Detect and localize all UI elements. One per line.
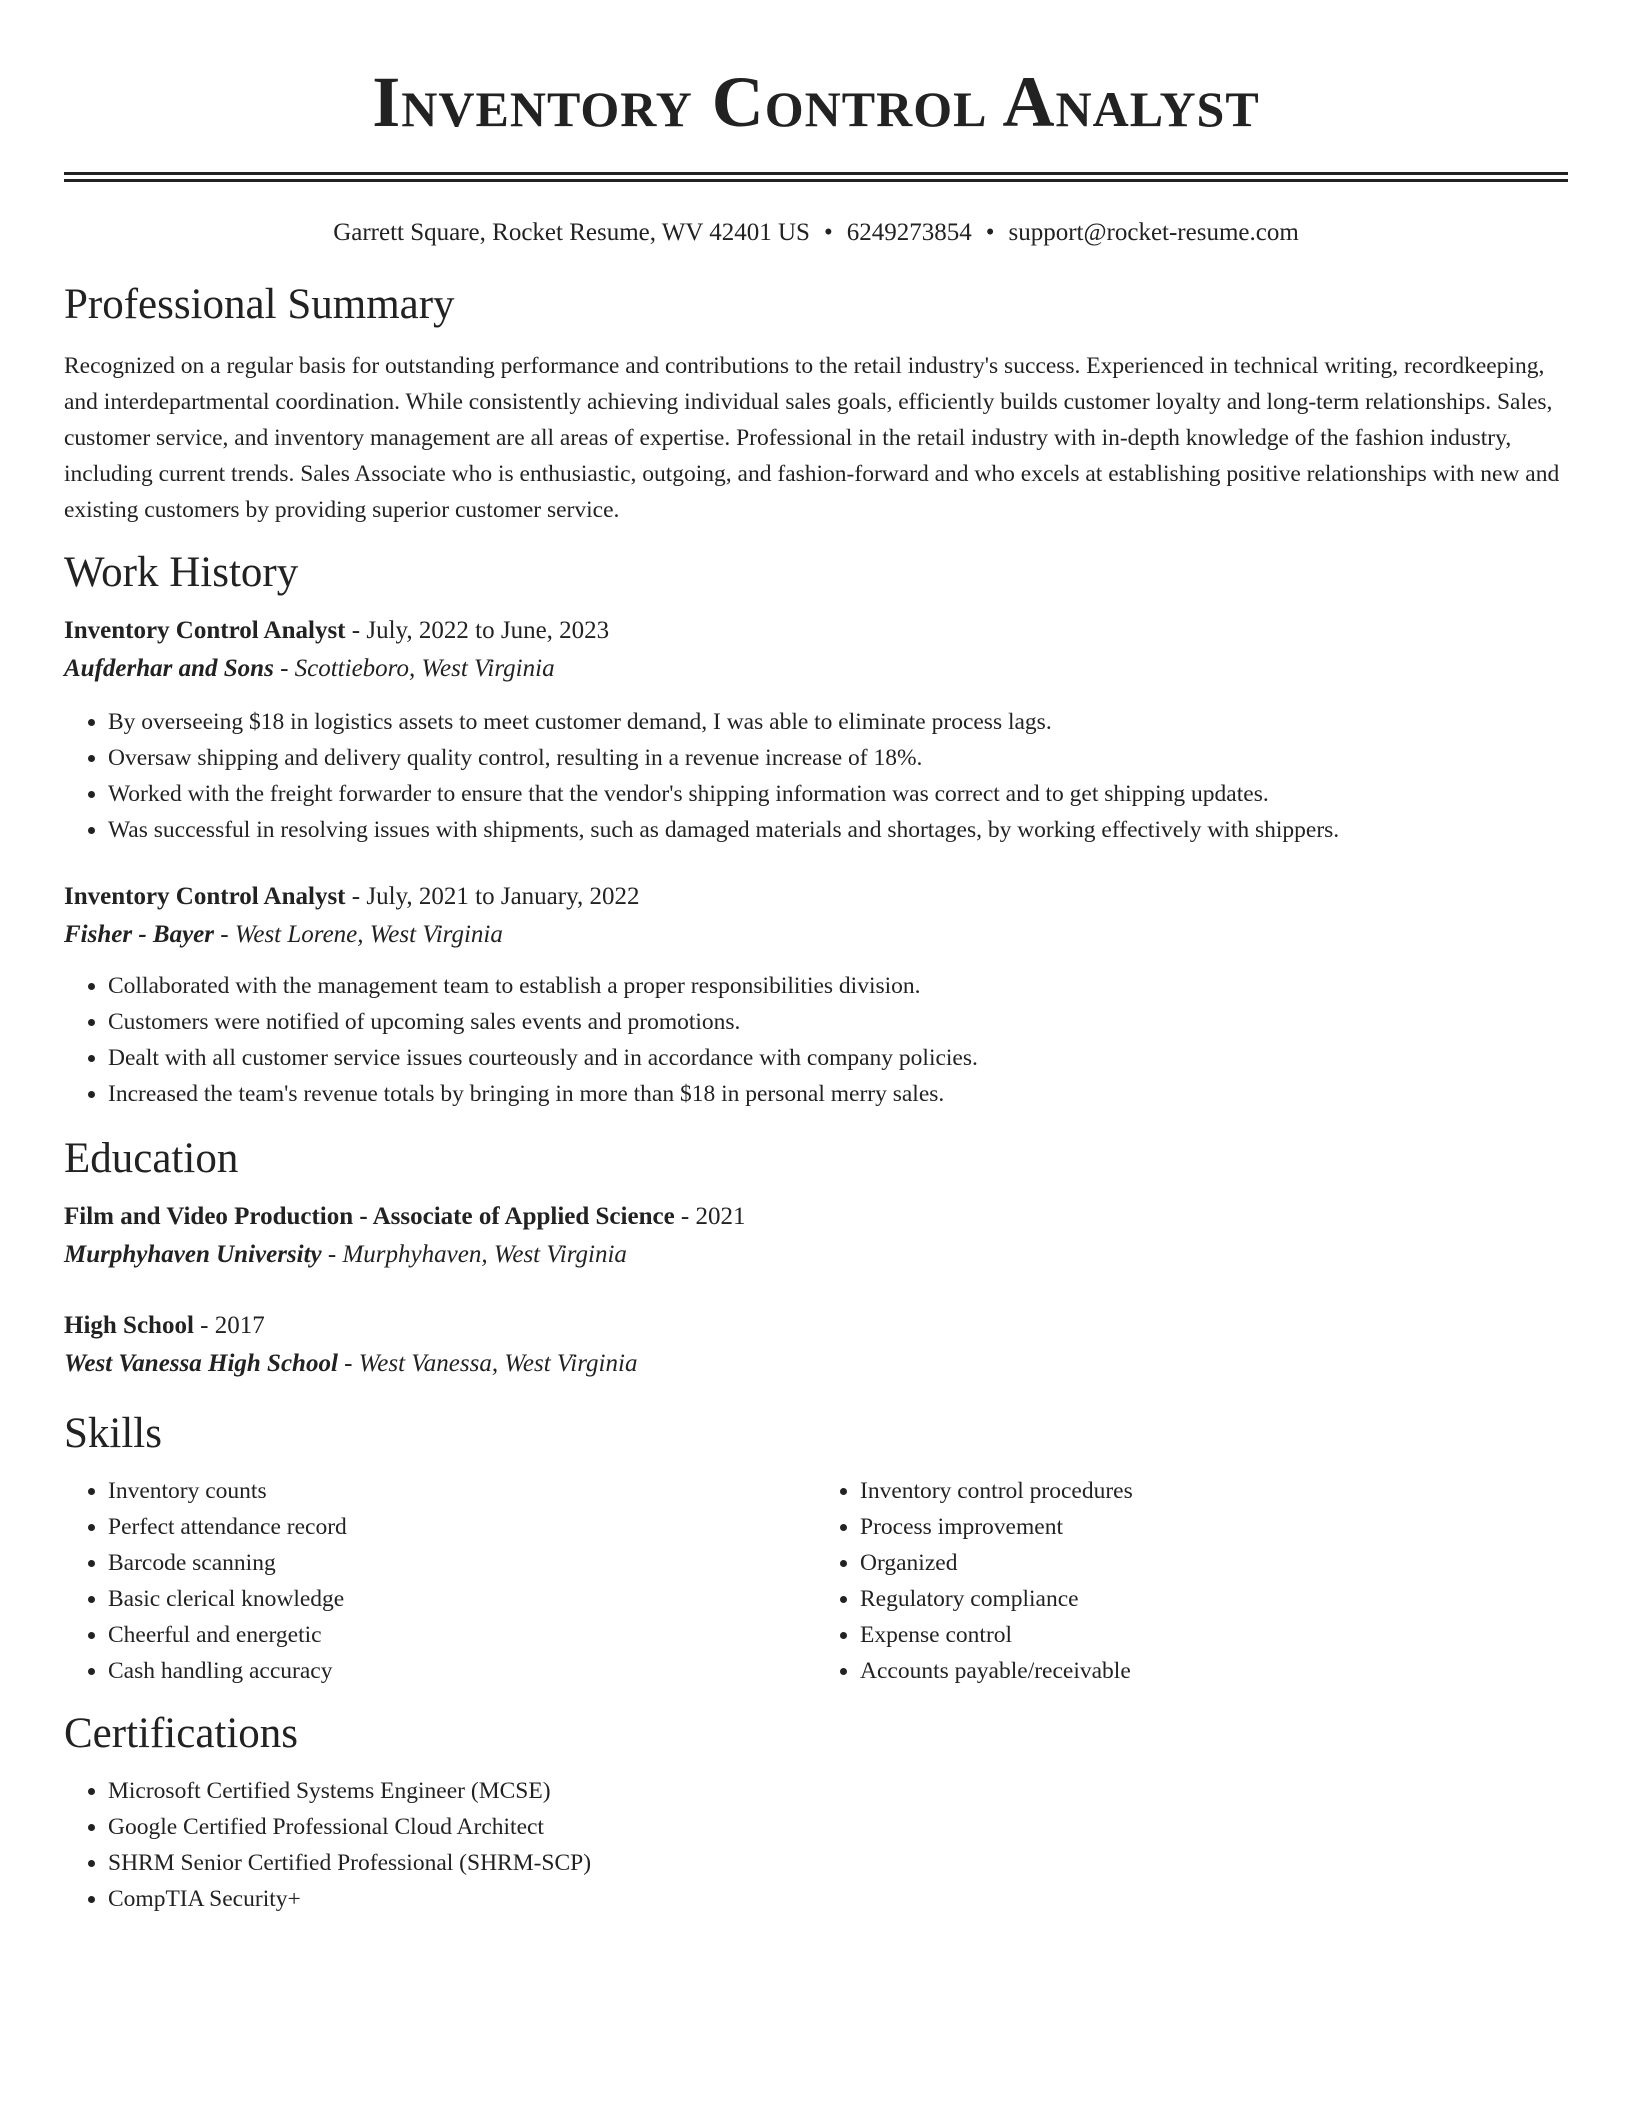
certifications-heading: Certifications [64, 1710, 299, 1757]
education-school-line [64, 1236, 1568, 1274]
resume-name: Inventory Control Analyst [372, 62, 1260, 142]
list-item: • SHRM Senior Certified Professional (SHRM-SCP) [108, 1845, 1568, 1881]
education-degree: High School [64, 1312, 194, 1339]
education-entry [64, 1307, 1568, 1383]
list-item: • Oversaw shipping and delivery quality control, resulting in a revenue increase of 18%. [108, 740, 1568, 776]
list-item: • Barcode scanning [108, 1545, 816, 1581]
job-employer-line [64, 650, 1568, 688]
education-degree: Film and Video Production - Associate of Applied Science [64, 1203, 675, 1230]
education-degree-line [64, 1307, 1568, 1345]
job-employer: Aufderhar and Sons [64, 655, 274, 682]
education-school: Murphyhaven University [64, 1241, 322, 1268]
education-year: - 2021 [674, 1203, 746, 1230]
education-heading: Education [64, 1135, 239, 1182]
contact-line [64, 218, 1568, 248]
list-item: • CompTIA Security+ [108, 1881, 1568, 1917]
list-item: • Was successful in resolving issues with shipments, such as damaged materials and shortages, by working effectively with shippers. [108, 812, 1568, 848]
job-location: - Scottieboro, West Virginia [273, 655, 555, 682]
list-item: • Increased the team's revenue totals by bringing in more than $18 in personal merry sales. [108, 1076, 1568, 1112]
skills-heading: Skills [64, 1410, 162, 1457]
job-dates: - July, 2022 to June, 2023 [345, 617, 610, 644]
list-item: • By overseeing $18 in logistics assets to meet customer demand, I was able to eliminate process lags. [108, 704, 1568, 740]
skills-columns [64, 1473, 1568, 1689]
skills-list-right [816, 1473, 1568, 1689]
job-title-line [64, 612, 1568, 650]
contact-email: support@rocket-resume.com [1008, 219, 1299, 246]
header-double-rule [64, 172, 1568, 182]
job-bullets [64, 968, 1568, 1112]
list-item: • Regulatory compliance [860, 1581, 1568, 1617]
list-item: • Microsoft Certified Systems Engineer (MCSE) [108, 1773, 1568, 1809]
contact-phone: 6249273854 [846, 219, 972, 246]
job-dates: - July, 2021 to January, 2022 [345, 883, 640, 910]
list-item: • Inventory counts [108, 1473, 816, 1509]
contact-separator: • [823, 219, 833, 246]
job-entry [64, 878, 1568, 1112]
list-item: • Cash handling accuracy [108, 1653, 816, 1689]
work-history-heading: Work History [64, 549, 299, 596]
summary-text: Recognized on a regular basis for outstanding performance and contributions to the retail industry's success. Experienced in technical writing, recordkeeping, and interdepartmental coordination. While consistently achieving individual sales goals, efficiently builds customer loyalty and long-term relationships. Sales, customer service, and inventory management are all areas of expertise. Professional in the retail industry with in-depth knowledge of the fashion industry, including current trends. Sales Associate who is enthusiastic, outgoing, and fashion-forward and who excels at establishing positive relationships with new and existing customers by providing superior customer service. [64, 353, 1560, 523]
job-bullets [64, 704, 1568, 848]
list-item: • Process improvement [860, 1509, 1568, 1545]
list-item: • Dealt with all customer service issues courteously and in accordance with company policies. [108, 1040, 1568, 1076]
education-location: - Murphyhaven, West Virginia [321, 1241, 627, 1268]
job-location: - West Lorene, West Virginia [214, 921, 503, 948]
contact-separator: • [985, 219, 995, 246]
education-location: - West Vanessa, West Virginia [337, 1350, 638, 1377]
list-item: • Collaborated with the management team to establish a proper responsibilities division. [108, 968, 1568, 1004]
list-item: • Organized [860, 1545, 1568, 1581]
contact-address: Garrett Square, Rocket Resume, WV 42401 US [333, 219, 810, 246]
job-entry [64, 612, 1568, 848]
skills-list-left [64, 1473, 816, 1689]
education-school-line [64, 1345, 1568, 1383]
job-role: Inventory Control Analyst [64, 883, 346, 910]
job-role: Inventory Control Analyst [64, 617, 346, 644]
list-item: • Accounts payable/receivable [860, 1653, 1568, 1689]
list-item: • Worked with the freight forwarder to ensure that the vendor's shipping information was correct and to get shipping updates. [108, 776, 1568, 812]
education-degree-line [64, 1198, 1568, 1236]
certifications-list [64, 1773, 1568, 1917]
list-item: • Expense control [860, 1617, 1568, 1653]
education-school: West Vanessa High School [64, 1350, 338, 1377]
job-employer: Fisher - Bayer [64, 921, 214, 948]
job-title-line [64, 878, 1568, 916]
education-entry [64, 1198, 1568, 1274]
list-item: • Basic clerical knowledge [108, 1581, 816, 1617]
list-item: • Perfect attendance record [108, 1509, 816, 1545]
job-employer-line [64, 916, 1568, 954]
list-item: • Inventory control procedures [860, 1473, 1568, 1509]
list-item: • Cheerful and energetic [108, 1617, 816, 1653]
summary-heading: Professional Summary [64, 281, 455, 328]
list-item: • Google Certified Professional Cloud Architect [108, 1809, 1568, 1845]
list-item: • Customers were notified of upcoming sales events and promotions. [108, 1004, 1568, 1040]
education-year: - 2017 [193, 1312, 265, 1339]
